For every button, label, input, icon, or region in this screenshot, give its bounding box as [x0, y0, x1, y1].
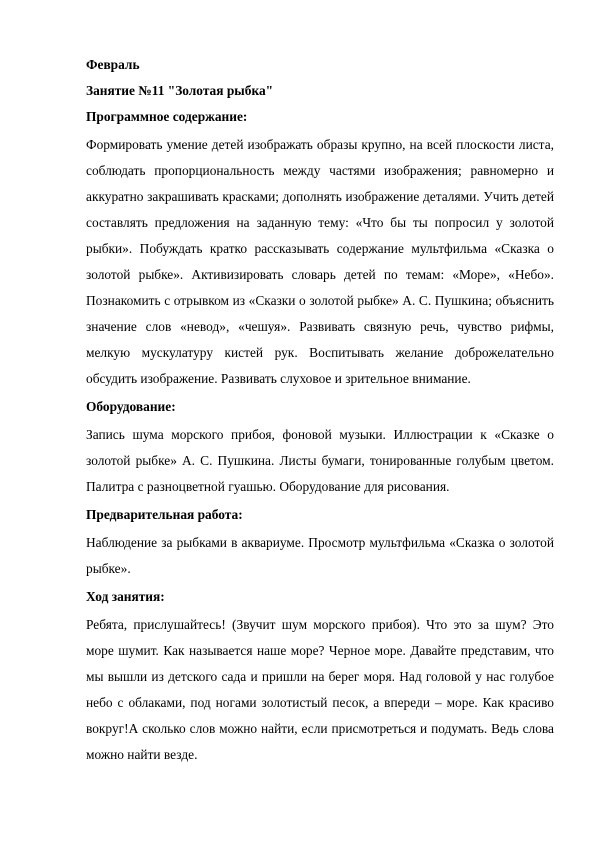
section-text-program: Формировать умение детей изображать образы крупно, на всей плоскости листа, соблюдать пропорциональность между частями изображения; равномерно и аккуратно закрашивать красками; дополнять изображение деталями. Учить детей составлять предложения на заданную тему: «Что бы ты попросил у золотой рыбки». Побуждать кратко рассказывать содержание мультфильма «Сказка о золотой рыбке». Активизировать словарь детей по темам: «Море», «Небо». Познакомить с отрывком из «Сказки о золотой рыбке» А. С. Пушкина; объяснить значение слов «невод», «чешуя». Развивать связную речь, чувство рифмы, мелкую мускулатуру кистей рук. Воспитывать желание доброжелательно обсудить изображение. Развивать слуховое и зрительное внимание.	[86, 137, 554, 386]
section-text-equipment: Запись шума морского прибоя, фоновой музыки. Иллюстрации к «Сказке о золотой рыбке» А. С. Пушкина. Листы бумаги, тонированные голубым цветом. Палитра с разноцветной гуашью. Оборудование для рисования.	[86, 427, 554, 494]
lesson-title: Занятие №11 "Золотая рыбка"	[86, 83, 274, 98]
section-title-program: Программное содержание:	[86, 109, 248, 124]
section-title-lesson-flow: Ход занятия:	[86, 589, 165, 604]
section-text-preliminary: Наблюдение за рыбками в аквариуме. Просмотр мультфильма «Сказка о золотой рыбке».	[86, 535, 554, 576]
section-text-lesson-flow: Ребята, прислушайтесь! (Звучит шум морского прибоя). Что это за шум? Это море шумит. Как называется наше море? Черное море. Давайте представим, что мы вышли из детского сада и пришли на берег моря. Над головой у нас голубое небо с облаками, под ногами золотистый песок, а впереди – море. Как красиво вокруг!А сколько слов можно найти, если присмотреться и подумать. Ведь слова можно найти везде.	[86, 617, 554, 762]
section-title-preliminary: Предварительная работа:	[86, 507, 243, 522]
document-page	[86, 56, 554, 768]
month-heading: Февраль	[86, 57, 140, 72]
section-title-equipment: Оборудование:	[86, 399, 176, 414]
